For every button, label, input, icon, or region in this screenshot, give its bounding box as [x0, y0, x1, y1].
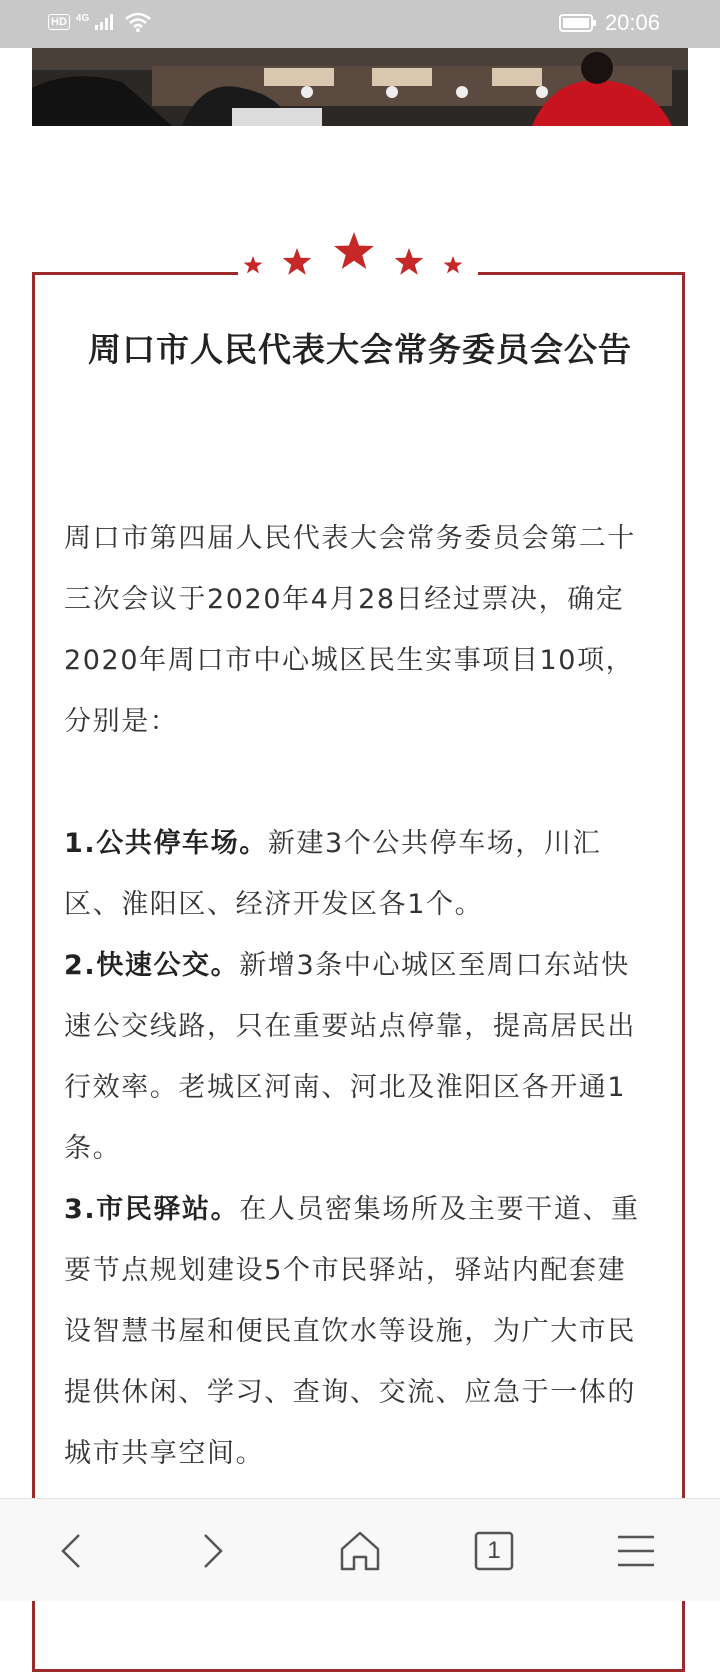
item-heading: 3.市民驿站。 — [64, 1194, 240, 1225]
forward-icon — [197, 1531, 227, 1571]
home-button[interactable] — [328, 1521, 392, 1581]
network-type: 4G — [75, 12, 90, 24]
item-body: 在人员密集场所及主要干道、重要节点规划建设5个市民驿站，驿站内配套建设智慧书屋和便民直饮水等设施，为广大市民提供休闲、学习、查询、交流、应急于一体的城市共享空间。 — [64, 1194, 640, 1469]
meeting-photo — [32, 48, 688, 126]
battery-icon — [559, 13, 597, 33]
signal-icon — [95, 14, 113, 30]
item-paragraph — [64, 935, 654, 1179]
star-icon — [334, 232, 374, 269]
status-left — [48, 12, 151, 32]
item-body: 新增3条中心城区至周口东站快速公交线路，只在重要站点停靠，提高居民出行效率。老城区河南、河北及淮阳区各开通1条。 — [64, 950, 636, 1164]
back-button[interactable] — [40, 1521, 104, 1581]
menu-button[interactable] — [604, 1521, 668, 1581]
item-paragraph — [64, 1179, 654, 1484]
wifi-icon — [125, 12, 151, 32]
intro-paragraph: 周口市第四届人民代表大会常务委员会第二十三次会议于2020年4月28日经过票决，确定2020年周口市中心城区民生实事项目10项，分别是： — [64, 523, 636, 737]
star-icon — [395, 248, 424, 275]
star-icon — [244, 256, 263, 273]
clock: 20:06 — [604, 10, 660, 35]
home-icon — [338, 1529, 382, 1573]
hd-icon: HD — [48, 14, 70, 30]
item-heading: 1.公共停车场。 — [64, 828, 268, 859]
stars-svg — [238, 232, 478, 288]
article-content — [64, 508, 654, 1484]
item-paragraph — [64, 813, 654, 935]
status-bar — [0, 0, 720, 48]
forward-button[interactable] — [180, 1521, 244, 1581]
tabs-button[interactable] — [462, 1521, 526, 1581]
item-body: 新建3个公共停车场，川汇区、淮阳区、经济开发区各1个。 — [64, 828, 602, 920]
star-icon — [444, 256, 463, 273]
status-right — [559, 11, 660, 35]
article-title: 周口市人民代表大会常务委员会公告 — [88, 330, 632, 369]
meeting-photo-art — [32, 48, 688, 126]
item-heading: 2.快速公交。 — [64, 950, 240, 981]
browser-bottom-nav — [0, 1498, 720, 1601]
back-icon — [57, 1531, 87, 1571]
star-icon — [283, 248, 312, 275]
stars-ornament — [238, 232, 478, 288]
menu-icon — [616, 1533, 656, 1569]
tab-count: 1 — [487, 1537, 501, 1564]
